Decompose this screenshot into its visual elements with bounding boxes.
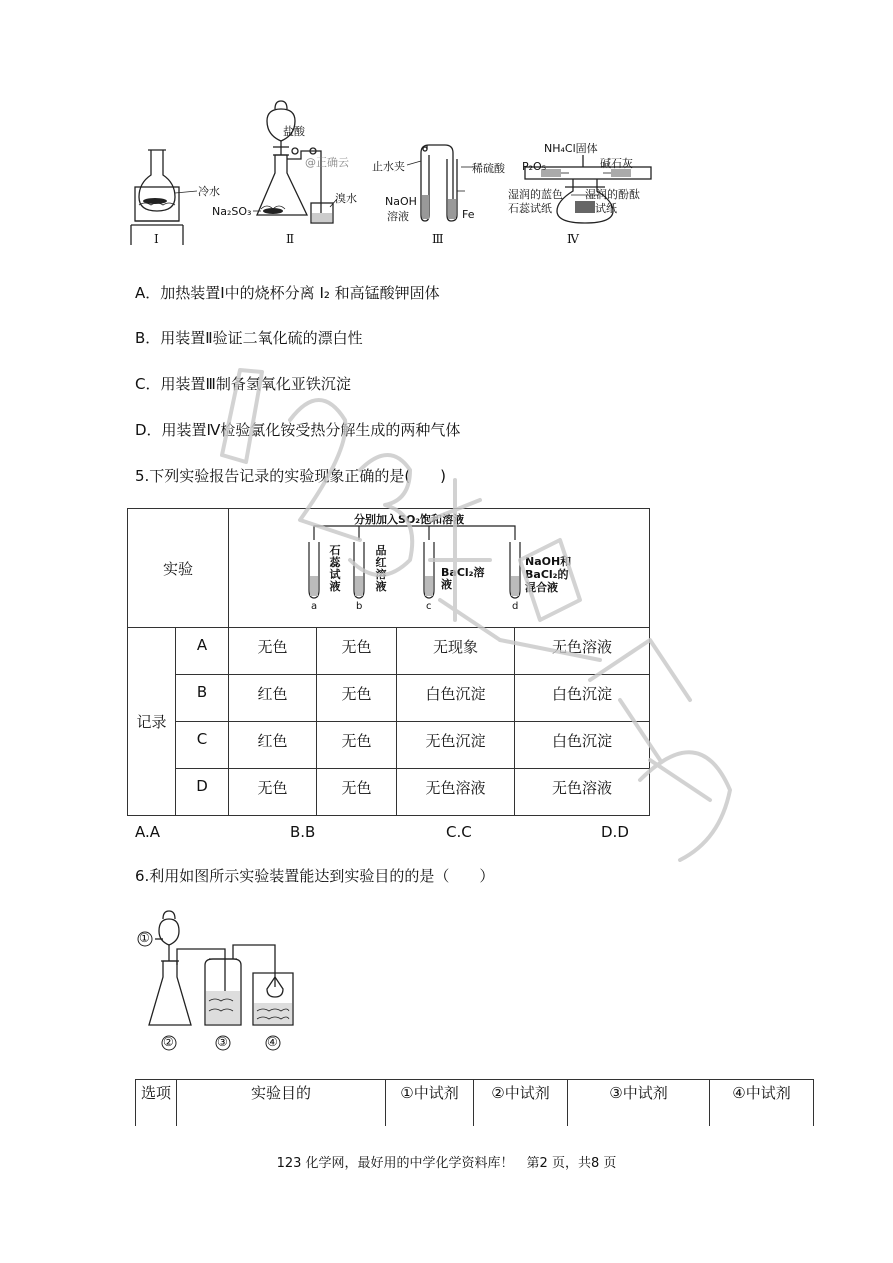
record-label: 记录 [136,713,167,731]
table-cell: 无色 [317,675,397,722]
apparatus-figure [125,95,685,255]
table-row-key: B [176,675,229,722]
table-header: ②中试剂 [474,1080,568,1127]
q4-option-c: C．用装置Ⅲ制备氢氧化亚铁沉淀 [135,375,351,393]
roman-label-1: Ⅰ [154,232,159,246]
experiment-label-cell [128,509,229,628]
table-cell: 红色 [229,722,317,769]
table-row-key: A [176,628,229,675]
table-cell: 红色 [229,675,317,722]
q6-fig-label-4: ④ [267,1035,278,1049]
record-label-cell [128,628,176,816]
q5-choice-a: A.A [135,823,161,841]
table-row-key: C [176,722,229,769]
table-row-key: D [176,769,229,816]
table-cell: 无色溶液 [515,628,650,675]
table-header: 实验目的 [177,1080,386,1127]
table-header: ④中试剂 [710,1080,814,1127]
experiment-figure-cell [229,509,650,628]
table-cell: 无色 [229,628,317,675]
roman-label-2: Ⅱ [286,232,295,246]
experiment-label: 实验 [163,559,194,578]
label-naoh-1: NaOH [385,195,417,208]
label-p2o5: P₂O₅ [522,160,547,173]
tube-b-label: 品红溶液 [375,544,387,593]
table-header: 选项 [136,1080,177,1127]
page-footer: 123 化学网，最好用的中学化学资料库！ 第2 页，共8 页 [276,1156,617,1171]
label-na2so3: Na₂SO₃ [212,205,252,218]
label-soda-lime: 碱石灰 [600,157,633,170]
label-wet-phenol-2: 试纸 [595,202,617,215]
q6-stem: 6.利用如图所示实验装置能达到实验目的的是（ ） [135,867,495,885]
label-naoh-2: 溶液 [387,210,409,223]
table-cell: 无色溶液 [515,769,650,816]
q5-choice-d: D.D [601,823,629,841]
label-wet-litmus-2: 石蕊试纸 [508,202,552,215]
tube-top-label: 分别加入SO₂饱和溶液 [354,513,465,526]
label-clamp: 止水夹 [372,160,405,173]
label-stamp: @正确云 [305,156,349,169]
table-header: ③中试剂 [568,1080,710,1127]
table-cell: 无色 [229,769,317,816]
q5-choice-c: C.C [446,823,472,841]
tube-letter-b: b [356,601,363,612]
label-fe: Fe [462,208,475,221]
label-nh4cl: NH₄Cl固体 [544,142,598,155]
tube-letter-d: d [512,601,519,612]
q4-option-b: B．用装置Ⅱ验证二氧化硫的漂白性 [135,329,363,347]
label-hcl: 盐酸 [283,125,305,138]
label-wet-phenol-1: 湿润的酚酞 [585,188,640,201]
tube-c-label: BaCl₂溶液 [441,566,485,591]
table-cell: 无色 [317,628,397,675]
tube-a-label: 石蕊试液 [329,544,341,593]
tube-letter-a: a [311,601,318,612]
table-header: ①中试剂 [386,1080,474,1127]
q6-fig-label-1: ① [139,931,150,945]
q5-stem: 5.下列实验报告记录的实验现象正确的是( ) [135,467,447,485]
table-cell: 白色沉淀 [515,722,650,769]
q6-fig-label-3: ③ [217,1035,228,1049]
table-cell: 无色 [317,769,397,816]
test-tube-figure [229,510,650,626]
table-cell: 无现象 [397,628,515,675]
label-dilute-h2so4: 稀硫酸 [472,162,505,175]
table-cell: 白色沉淀 [515,675,650,722]
roman-label-3: Ⅲ [432,232,444,246]
table-cell: 白色沉淀 [397,675,515,722]
table-cell: 无色 [317,722,397,769]
label-bromine-water: 溴水 [335,192,357,205]
table-cell: 无色沉淀 [397,722,515,769]
q4-option-d: D．用装置Ⅳ检验氯化铵受热分解生成的两种气体 [135,421,461,439]
roman-label-4: Ⅳ [567,232,579,246]
q6-apparatus-figure [133,905,303,1055]
tube-d-label: NaOH和BaCl₂的混合液 [525,555,572,594]
label-wet-litmus-1: 湿润的蓝色 [508,188,563,201]
q5-table [127,508,650,816]
q6-table [135,1079,814,1126]
q5-choice-b: B.B [290,823,316,841]
q6-fig-label-2: ② [163,1035,174,1049]
table-cell: 无色溶液 [397,769,515,816]
tube-letter-c: c [426,601,432,612]
q4-option-a: A．加热装置Ⅰ中的烧杯分离 I₂ 和高锰酸钾固体 [135,284,440,302]
label-cold-water: 冷水 [198,185,220,198]
